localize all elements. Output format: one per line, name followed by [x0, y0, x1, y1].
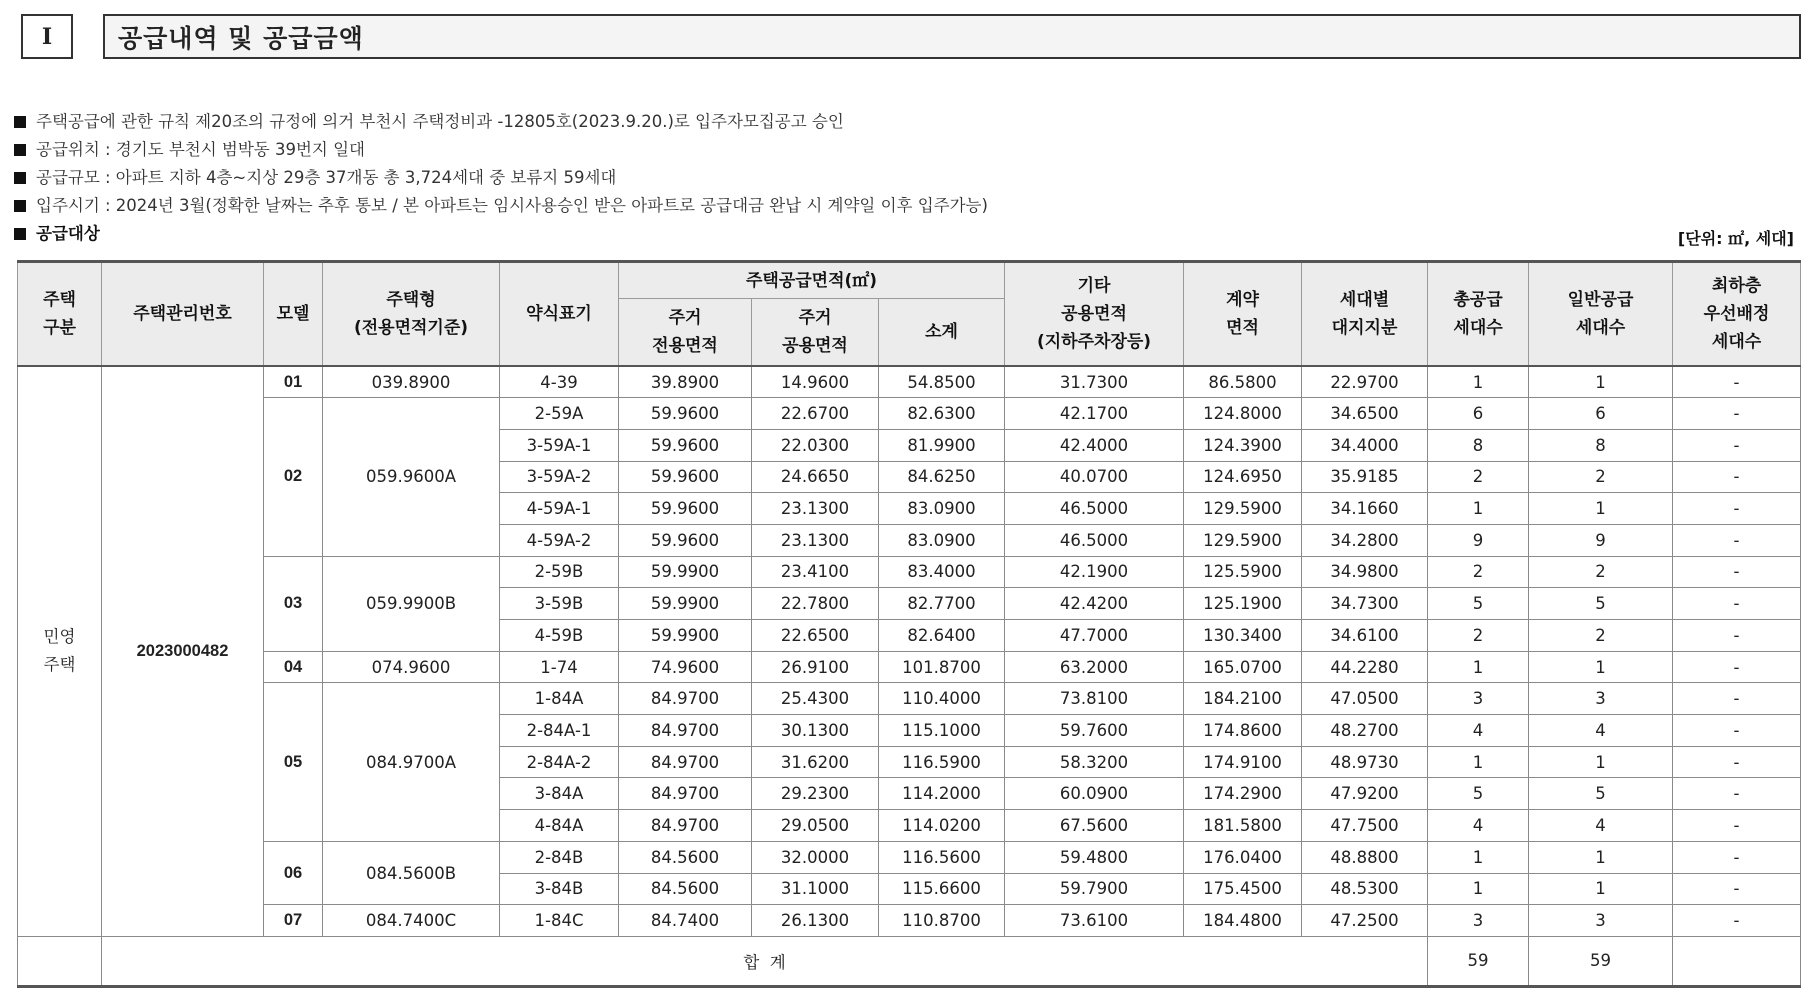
cell-general-units: 3	[1529, 905, 1673, 937]
cell-subtotal: 110.4000	[879, 683, 1005, 715]
cell-general-units: 1	[1529, 651, 1673, 683]
cell-contract-area: 181.5800	[1184, 810, 1302, 842]
cell-land-share: 34.7300	[1302, 588, 1428, 620]
cell-common-area: 23.4100	[752, 556, 879, 588]
cell-lowest-floor: -	[1673, 366, 1801, 398]
header-area-group: 주택공급면적(㎡)	[619, 262, 1005, 299]
cell-type: 059.9600A	[323, 398, 500, 556]
cell-common-area: 31.6200	[752, 746, 879, 778]
cell-abbr: 3-59A-1	[500, 429, 619, 461]
cell-general-units: 5	[1529, 778, 1673, 810]
cell-contract-area: 174.9100	[1184, 746, 1302, 778]
cell-other-area: 42.1700	[1005, 398, 1184, 430]
cell-general-units: 1	[1529, 493, 1673, 525]
cell-subtotal: 115.1000	[879, 715, 1005, 747]
cell-general-units: 8	[1529, 429, 1673, 461]
cell-model: 03	[264, 556, 323, 651]
cell-common-area: 22.6700	[752, 398, 879, 430]
cell-other-area: 59.7900	[1005, 873, 1184, 905]
cell-lowest-floor: -	[1673, 841, 1801, 873]
header-abbr: 약식표기	[500, 262, 619, 367]
cell-contract-area: 125.1900	[1184, 588, 1302, 620]
general-units-sum: 59	[1529, 936, 1673, 986]
cell-exclusive-area: 59.9600	[619, 398, 752, 430]
cell-total-units: 1	[1428, 651, 1529, 683]
header-subtotal: 소계	[879, 299, 1005, 367]
header-mgmt-no: 주택관리번호	[102, 262, 264, 367]
cell-common-area: 29.2300	[752, 778, 879, 810]
cell-type: 084.5600B	[323, 841, 500, 904]
cell-abbr: 2-84A-1	[500, 715, 619, 747]
note-text: 입주시기 : 2024년 3월(정확한 날짜는 추후 통보 / 본 아파트는 임시사용승인 받은 아파트로 공급대금 완납 시 계약일 이후 입주가능)	[36, 196, 988, 215]
cell-contract-area: 129.5900	[1184, 524, 1302, 556]
cell-model: 04	[264, 651, 323, 683]
cell-mgmt-no: 2023000482	[102, 366, 264, 936]
cell-land-share: 48.5300	[1302, 873, 1428, 905]
cell-lowest-floor: -	[1673, 429, 1801, 461]
cell-total-units: 6	[1428, 398, 1529, 430]
cell-contract-area: 174.2900	[1184, 778, 1302, 810]
cell-contract-area: 125.5900	[1184, 556, 1302, 588]
cell-other-area: 42.1900	[1005, 556, 1184, 588]
note-scale	[14, 164, 1794, 192]
header-lowest-floor: 최하층 우선배정 세대수	[1673, 262, 1801, 367]
cell-abbr: 2-84B	[500, 841, 619, 873]
cell-exclusive-area: 59.9900	[619, 620, 752, 652]
header-general-units: 일반공급 세대수	[1529, 262, 1673, 367]
lowest-floor-sum	[1673, 936, 1801, 986]
section-title: 공급내역 및 공급금액	[103, 14, 1801, 59]
total-label: 합 계	[102, 936, 1428, 986]
cell-general-units: 1	[1529, 841, 1673, 873]
table-row	[18, 905, 1801, 937]
cell-land-share: 34.6500	[1302, 398, 1428, 430]
note-text: 공급위치 : 경기도 부천시 범박동 39번지 일대	[36, 140, 365, 159]
notes-list	[14, 108, 1794, 248]
cell-other-area: 31.7300	[1005, 366, 1184, 398]
table-row	[18, 366, 1801, 398]
cell-land-share: 34.1660	[1302, 493, 1428, 525]
cell-contract-area: 184.4800	[1184, 905, 1302, 937]
cell-subtotal: 114.0200	[879, 810, 1005, 842]
cell-abbr: 2-84A-2	[500, 746, 619, 778]
cell-land-share: 48.9730	[1302, 746, 1428, 778]
cell-land-share: 44.2280	[1302, 651, 1428, 683]
cell-lowest-floor: -	[1673, 873, 1801, 905]
cell-exclusive-area: 74.9600	[619, 651, 752, 683]
header-type: 주택형 (전용면적기준)	[323, 262, 500, 367]
cell-exclusive-area: 59.9600	[619, 461, 752, 493]
square-bullet-icon	[14, 172, 26, 184]
cell-subtotal: 110.8700	[879, 905, 1005, 937]
cell-land-share: 47.2500	[1302, 905, 1428, 937]
unit-label: [단위: ㎡, 세대]	[1677, 229, 1794, 248]
cell-contract-area: 124.8000	[1184, 398, 1302, 430]
cell-land-share: 48.2700	[1302, 715, 1428, 747]
cell-abbr: 3-59B	[500, 588, 619, 620]
cell-common-area: 22.0300	[752, 429, 879, 461]
cell-land-share: 47.7500	[1302, 810, 1428, 842]
cell-subtotal: 84.6250	[879, 461, 1005, 493]
cell-type: 084.7400C	[323, 905, 500, 937]
cell-land-share: 34.9800	[1302, 556, 1428, 588]
note-text: 공급대상	[36, 224, 100, 243]
cell-exclusive-area: 84.5600	[619, 873, 752, 905]
square-bullet-icon	[14, 144, 26, 156]
header-total-units: 총공급 세대수	[1428, 262, 1529, 367]
cell-contract-area: 86.5800	[1184, 366, 1302, 398]
total-units-sum: 59	[1428, 936, 1529, 986]
cell-abbr: 1-84C	[500, 905, 619, 937]
cell-other-area: 47.7000	[1005, 620, 1184, 652]
cell-total-units: 1	[1428, 873, 1529, 905]
cell-total-units: 1	[1428, 493, 1529, 525]
cell-lowest-floor: -	[1673, 620, 1801, 652]
cell-lowest-floor: -	[1673, 715, 1801, 747]
cell-abbr: 4-84A	[500, 810, 619, 842]
cell-model: 06	[264, 841, 323, 904]
header-other-area: 기타 공용면적 (지하주차장등)	[1005, 262, 1184, 367]
cell-contract-area: 184.2100	[1184, 683, 1302, 715]
cell-type: 059.9900B	[323, 556, 500, 651]
cell-lowest-floor: -	[1673, 461, 1801, 493]
cell-land-share: 34.4000	[1302, 429, 1428, 461]
cell-contract-area: 129.5900	[1184, 493, 1302, 525]
supply-table	[17, 260, 1801, 988]
cell-abbr: 4-59B	[500, 620, 619, 652]
cell-other-area: 60.0900	[1005, 778, 1184, 810]
cell-type: 039.8900	[323, 366, 500, 398]
cell-subtotal: 115.6600	[879, 873, 1005, 905]
total-row	[18, 936, 1801, 986]
cell-model: 07	[264, 905, 323, 937]
cell-exclusive-area: 84.9700	[619, 810, 752, 842]
cell-abbr: 4-59A-1	[500, 493, 619, 525]
cell-common-area: 22.7800	[752, 588, 879, 620]
cell-total-units: 2	[1428, 461, 1529, 493]
cell-lowest-floor: -	[1673, 810, 1801, 842]
note-target-heading	[14, 220, 1794, 248]
cell-model: 02	[264, 398, 323, 556]
cell-category: 민영 주택	[18, 366, 102, 936]
cell-general-units: 2	[1529, 556, 1673, 588]
cell-lowest-floor: -	[1673, 683, 1801, 715]
cell-total-units: 2	[1428, 556, 1529, 588]
cell-abbr: 2-59A	[500, 398, 619, 430]
cell-general-units: 1	[1529, 873, 1673, 905]
cell-contract-area: 124.3900	[1184, 429, 1302, 461]
header-category: 주택 구분	[18, 262, 102, 367]
cell-land-share: 47.9200	[1302, 778, 1428, 810]
cell-other-area: 73.8100	[1005, 683, 1184, 715]
cell-abbr: 1-84A	[500, 683, 619, 715]
cell-land-share: 34.2800	[1302, 524, 1428, 556]
cell-subtotal: 54.8500	[879, 366, 1005, 398]
cell-land-share: 48.8800	[1302, 841, 1428, 873]
header-land-share: 세대별 대지지분	[1302, 262, 1428, 367]
cell-contract-area: 175.4500	[1184, 873, 1302, 905]
cell-subtotal: 116.5600	[879, 841, 1005, 873]
cell-other-area: 59.4800	[1005, 841, 1184, 873]
table-body	[18, 366, 1801, 986]
cell-model: 01	[264, 366, 323, 398]
cell-other-area: 63.2000	[1005, 651, 1184, 683]
cell-lowest-floor: -	[1673, 524, 1801, 556]
cell-model: 05	[264, 683, 323, 841]
cell-common-area: 24.6650	[752, 461, 879, 493]
table-row	[18, 556, 1801, 588]
cell-lowest-floor: -	[1673, 746, 1801, 778]
cell-exclusive-area: 59.9600	[619, 429, 752, 461]
cell-exclusive-area: 59.9600	[619, 493, 752, 525]
cell-abbr: 2-59B	[500, 556, 619, 588]
cell-type: 084.9700A	[323, 683, 500, 841]
cell-general-units: 4	[1529, 810, 1673, 842]
cell-total-units: 1	[1428, 746, 1529, 778]
cell-total-units: 3	[1428, 683, 1529, 715]
table-header	[18, 262, 1801, 367]
cell-other-area: 46.5000	[1005, 493, 1184, 525]
cell-exclusive-area: 84.7400	[619, 905, 752, 937]
cell-other-area: 73.6100	[1005, 905, 1184, 937]
cell-general-units: 5	[1529, 588, 1673, 620]
header-contract-area: 계약 면적	[1184, 262, 1302, 367]
cell-lowest-floor: -	[1673, 493, 1801, 525]
cell-lowest-floor: -	[1673, 556, 1801, 588]
cell-general-units: 1	[1529, 366, 1673, 398]
cell-common-area: 32.0000	[752, 841, 879, 873]
cell-exclusive-area: 84.9700	[619, 715, 752, 747]
cell-common-area: 30.1300	[752, 715, 879, 747]
cell-general-units: 4	[1529, 715, 1673, 747]
cell-abbr: 3-59A-2	[500, 461, 619, 493]
cell-common-area: 25.4300	[752, 683, 879, 715]
cell-subtotal: 81.9900	[879, 429, 1005, 461]
cell-other-area: 58.3200	[1005, 746, 1184, 778]
cell-total-units: 5	[1428, 778, 1529, 810]
cell-exclusive-area: 84.9700	[619, 746, 752, 778]
cell-common-area: 31.1000	[752, 873, 879, 905]
cell-other-area: 67.5600	[1005, 810, 1184, 842]
cell-subtotal: 82.6400	[879, 620, 1005, 652]
cell-lowest-floor: -	[1673, 398, 1801, 430]
cell-abbr: 3-84B	[500, 873, 619, 905]
table-row	[18, 651, 1801, 683]
cell-lowest-floor: -	[1673, 588, 1801, 620]
header-model: 모델	[264, 262, 323, 367]
cell-lowest-floor: -	[1673, 778, 1801, 810]
cell-lowest-floor: -	[1673, 905, 1801, 937]
cell-abbr: 1-74	[500, 651, 619, 683]
total-blank-cell	[18, 936, 102, 986]
cell-other-area: 40.0700	[1005, 461, 1184, 493]
cell-exclusive-area: 59.9900	[619, 588, 752, 620]
cell-exclusive-area: 84.9700	[619, 778, 752, 810]
cell-total-units: 4	[1428, 810, 1529, 842]
header-exclusive-area: 주거 전용면적	[619, 299, 752, 367]
cell-exclusive-area: 84.9700	[619, 683, 752, 715]
note-location	[14, 136, 1794, 164]
cell-total-units: 1	[1428, 841, 1529, 873]
cell-common-area: 14.9600	[752, 366, 879, 398]
cell-general-units: 9	[1529, 524, 1673, 556]
cell-total-units: 8	[1428, 429, 1529, 461]
cell-subtotal: 83.0900	[879, 493, 1005, 525]
cell-land-share: 47.0500	[1302, 683, 1428, 715]
cell-subtotal: 82.6300	[879, 398, 1005, 430]
cell-general-units: 3	[1529, 683, 1673, 715]
cell-contract-area: 165.0700	[1184, 651, 1302, 683]
cell-contract-area: 124.6950	[1184, 461, 1302, 493]
cell-total-units: 9	[1428, 524, 1529, 556]
square-bullet-icon	[14, 116, 26, 128]
cell-common-area: 26.1300	[752, 905, 879, 937]
cell-subtotal: 83.0900	[879, 524, 1005, 556]
cell-type: 074.9600	[323, 651, 500, 683]
note-text: 공급규모 : 아파트 지하 4층~지상 29층 37개동 총 3,724세대 중 보류지 59세대	[36, 168, 617, 187]
cell-other-area: 59.7600	[1005, 715, 1184, 747]
cell-exclusive-area: 59.9900	[619, 556, 752, 588]
cell-total-units: 1	[1428, 366, 1529, 398]
cell-total-units: 4	[1428, 715, 1529, 747]
cell-land-share: 22.9700	[1302, 366, 1428, 398]
cell-general-units: 2	[1529, 620, 1673, 652]
cell-land-share: 35.9185	[1302, 461, 1428, 493]
cell-contract-area: 130.3400	[1184, 620, 1302, 652]
cell-common-area: 23.1300	[752, 493, 879, 525]
cell-common-area: 22.6500	[752, 620, 879, 652]
cell-common-area: 26.9100	[752, 651, 879, 683]
cell-other-area: 46.5000	[1005, 524, 1184, 556]
section-number: I	[21, 14, 73, 59]
cell-general-units: 6	[1529, 398, 1673, 430]
cell-subtotal: 83.4000	[879, 556, 1005, 588]
cell-subtotal: 114.2000	[879, 778, 1005, 810]
cell-exclusive-area: 39.8900	[619, 366, 752, 398]
cell-abbr: 4-39	[500, 366, 619, 398]
cell-common-area: 23.1300	[752, 524, 879, 556]
cell-general-units: 1	[1529, 746, 1673, 778]
square-bullet-icon	[14, 228, 26, 240]
note-approval	[14, 108, 1794, 136]
cell-abbr: 3-84A	[500, 778, 619, 810]
cell-subtotal: 116.5900	[879, 746, 1005, 778]
cell-land-share: 34.6100	[1302, 620, 1428, 652]
note-text: 주택공급에 관한 규칙 제20조의 규정에 의거 부천시 주택정비과 -12805호(2023.9.20.)로 입주자모집공고 승인	[36, 112, 844, 131]
cell-general-units: 2	[1529, 461, 1673, 493]
note-move-in	[14, 192, 1794, 220]
table-row	[18, 398, 1801, 430]
cell-exclusive-area: 84.5600	[619, 841, 752, 873]
cell-contract-area: 176.0400	[1184, 841, 1302, 873]
cell-total-units: 3	[1428, 905, 1529, 937]
cell-lowest-floor: -	[1673, 651, 1801, 683]
cell-contract-area: 174.8600	[1184, 715, 1302, 747]
cell-other-area: 42.4000	[1005, 429, 1184, 461]
header-common-area: 주거 공용면적	[752, 299, 879, 367]
cell-total-units: 2	[1428, 620, 1529, 652]
cell-abbr: 4-59A-2	[500, 524, 619, 556]
table-row	[18, 683, 1801, 715]
cell-subtotal: 82.7700	[879, 588, 1005, 620]
cell-subtotal: 101.8700	[879, 651, 1005, 683]
cell-other-area: 42.4200	[1005, 588, 1184, 620]
cell-common-area: 29.0500	[752, 810, 879, 842]
cell-exclusive-area: 59.9600	[619, 524, 752, 556]
square-bullet-icon	[14, 200, 26, 212]
cell-total-units: 5	[1428, 588, 1529, 620]
table-row	[18, 841, 1801, 873]
